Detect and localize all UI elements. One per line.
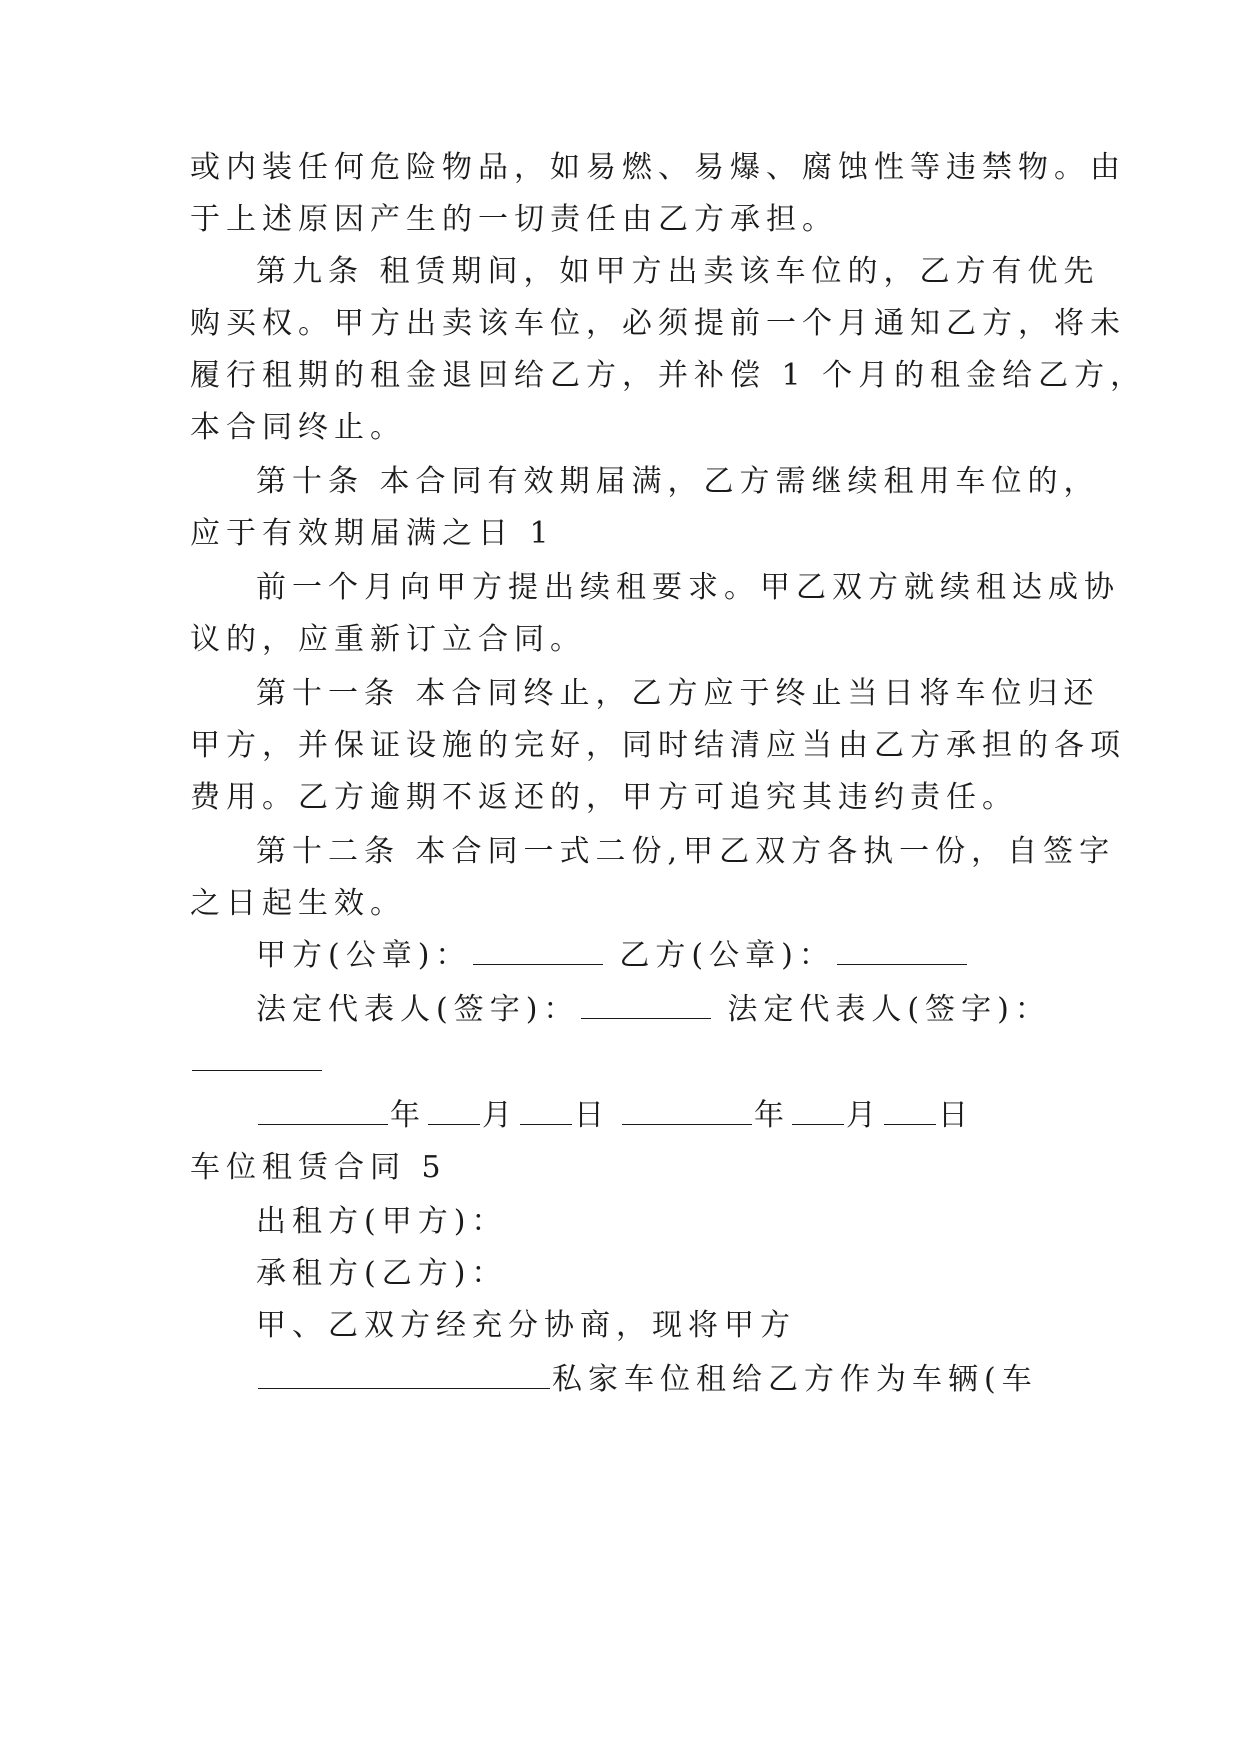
intro-line: 甲、乙双方经充分协商，现将甲方	[256, 1308, 796, 1343]
year-a-blank	[258, 1124, 388, 1125]
year-b-label: 年	[754, 1098, 790, 1133]
party-b-seal-blank	[837, 964, 967, 965]
paragraph-line: 于上述原因产生的一切责任由乙方承担。	[190, 202, 838, 237]
rep-b-blank	[192, 1070, 322, 1071]
rep-b-blank-line	[190, 1042, 324, 1082]
date-line	[256, 1096, 974, 1136]
rep-b-label: 法定代表人(签字)：	[727, 992, 1051, 1027]
month-a-blank	[428, 1124, 480, 1125]
article-11-line: 第十一条 本合同终止，乙方应于终止当日将车位归还	[256, 676, 1100, 711]
paragraph-line: 议的，应重新订立合同。	[190, 622, 586, 657]
lessee-line: 承租方(乙方)：	[256, 1256, 508, 1291]
seal-line	[256, 936, 969, 976]
location-blank	[258, 1388, 550, 1389]
day-b-label: 日	[938, 1098, 974, 1133]
article-9-line: 第九条 租赁期间，如甲方出卖该车位的，乙方有优先	[256, 254, 1100, 289]
year-b-blank	[622, 1124, 752, 1125]
party-b-seal-label: 乙方(公章)：	[619, 938, 835, 973]
article-12-line: 第十二条 本合同一式二份,甲乙双方各执一份，自签字	[256, 834, 1116, 869]
rep-a-label: 法定代表人(签字)：	[256, 992, 580, 1027]
rental-purpose-line	[256, 1360, 1038, 1400]
paragraph-line: 前一个月向甲方提出续租要求。甲乙双方就续租达成协	[256, 570, 1120, 605]
lessor-line: 出租方(甲方)：	[256, 1204, 508, 1239]
contract-5-title: 车位租赁合同 5	[190, 1150, 447, 1185]
paragraph-line: 本合同终止。	[190, 410, 406, 445]
party-a-seal-label: 甲方(公章)：	[256, 938, 472, 973]
month-a-label: 月	[482, 1098, 518, 1133]
day-b-blank	[884, 1124, 936, 1125]
paragraph-line: 履行租期的租金退回给乙方，并补偿 1 个月的租金给乙方，	[190, 358, 1147, 393]
paragraph-line: 费用。乙方逾期不返还的，甲方可追究其违约责任。	[190, 780, 1018, 815]
paragraph-line: 购买权。甲方出卖该车位，必须提前一个月通知乙方，将未	[190, 306, 1126, 341]
paragraph-line: 应于有效期届满之日 1	[190, 516, 555, 551]
rental-purpose-text: 私家车位租给乙方作为车辆(车	[552, 1362, 1038, 1397]
paragraph-line: 或内装任何危险物品，如易燃、易爆、腐蚀性等违禁物。由	[190, 150, 1126, 185]
year-a-label: 年	[390, 1098, 426, 1133]
representative-line	[256, 990, 1051, 1030]
paragraph-line: 之日起生效。	[190, 886, 406, 921]
month-b-blank	[792, 1124, 844, 1125]
party-a-seal-blank	[473, 964, 603, 965]
article-10-line: 第十条 本合同有效期届满，乙方需继续租用车位的，	[256, 464, 1100, 499]
rep-a-blank	[581, 1018, 711, 1019]
day-a-blank	[520, 1124, 572, 1125]
day-a-label: 日	[574, 1098, 610, 1133]
month-b-label: 月	[846, 1098, 882, 1133]
paragraph-line: 甲方，并保证设施的完好，同时结清应当由乙方承担的各项	[190, 728, 1126, 763]
